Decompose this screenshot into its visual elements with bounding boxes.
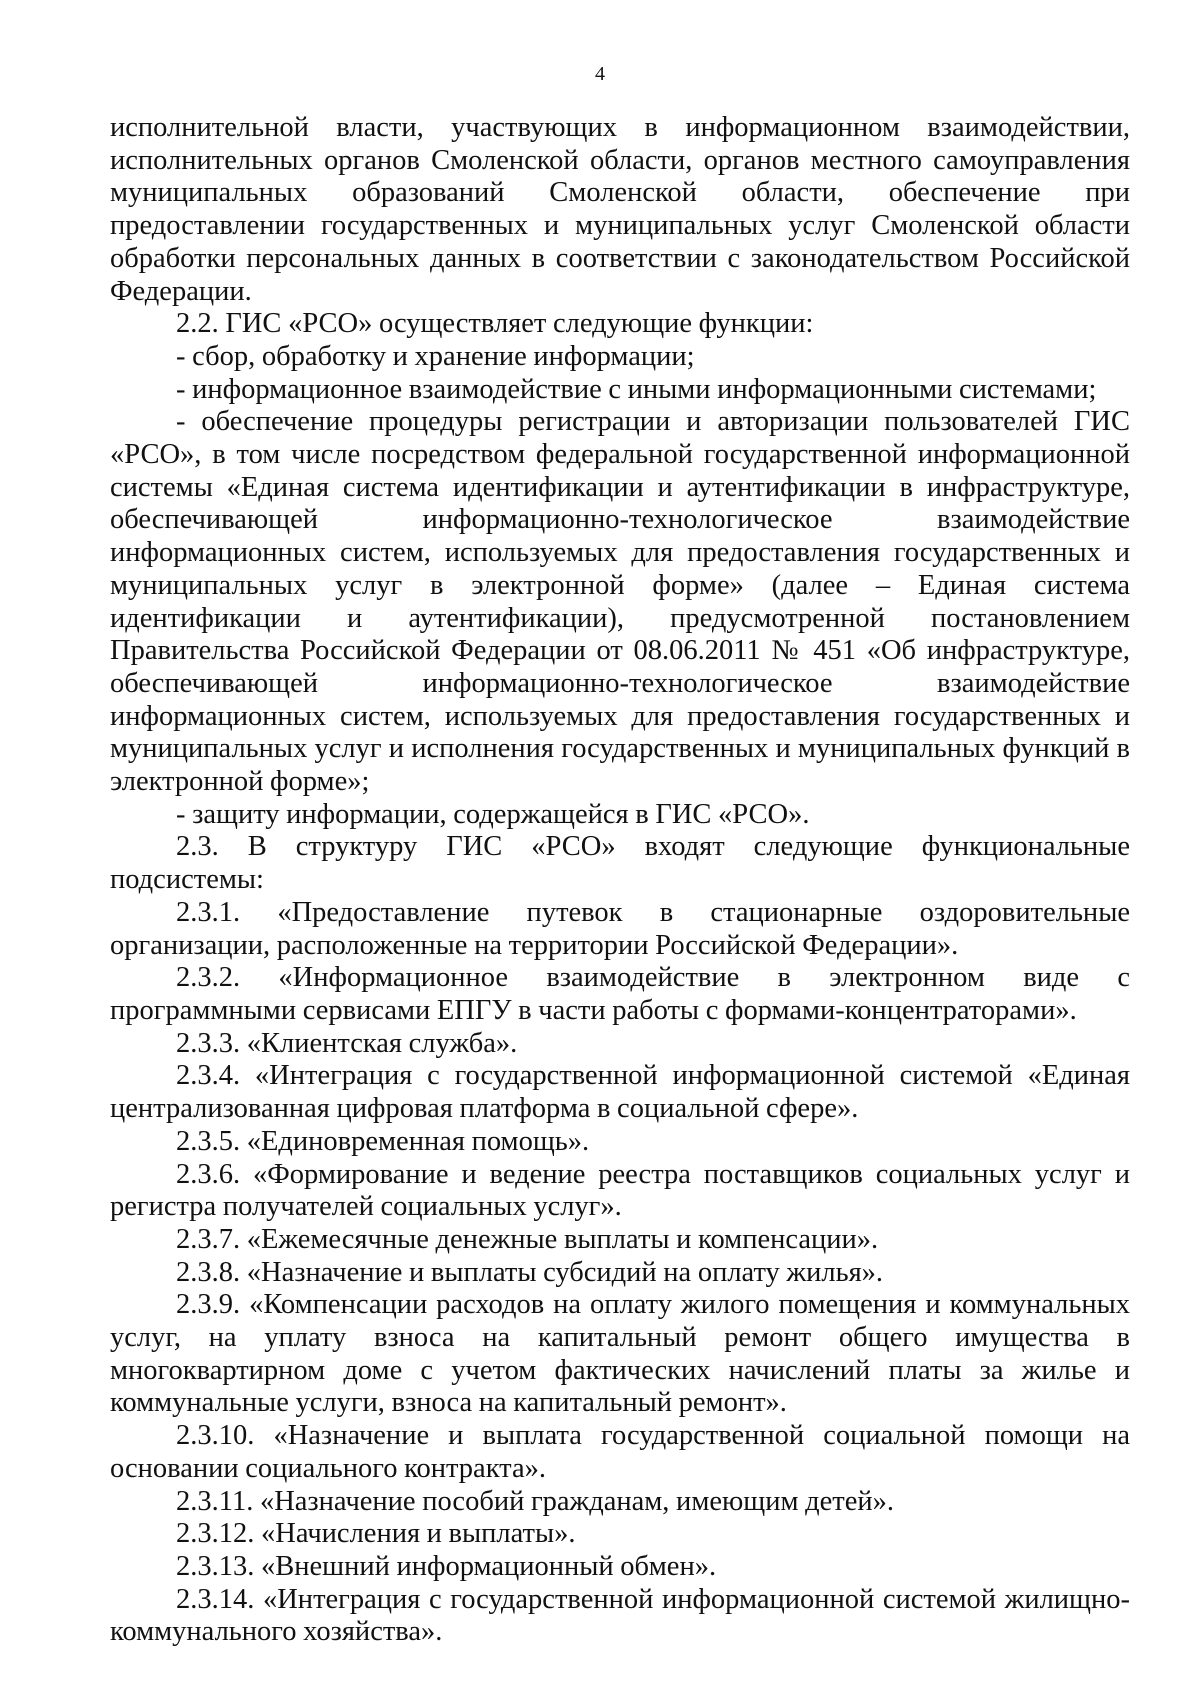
paragraph-2-3-6: 2.3.6. «Формирование и ведение реестра поставщиков социальных услуг и регистра получателей социальных услуг».	[110, 1158, 1130, 1223]
list-item-registration: - обеспечение процедуры регистрации и авторизации пользователей ГИС «РСО», в том числе посредством федеральной государственной информационной системы «Единая система идентификации и аутентификации в инфраструктуре, обеспечивающей информационно-технологическое взаимодействие информационных систем, используемых для предоставления государственных и муниципальных услуг в электронной форме» (далее – Единая система идентификации и аутентификации), предусмотренной постановлением Правительства Российской Федерации от 08.06.2011 № 451 «Об инфраструктуре, обеспечивающей информационно-технологическое взаимодействие информационных систем, используемых для предоставления государственных и муниципальных услуг и исполнения государственных и муниципальных функций в электронной форме»;	[110, 406, 1130, 798]
list-item-collection: - сбор, обработку и хранение информации;	[176, 340, 695, 372]
paragraph-2-3-11: 2.3.11. «Назначение пособий гражданам, имеющим детей».	[176, 1485, 895, 1517]
paragraph-2-3-5: 2.3.5. «Единовременная помощь».	[176, 1125, 590, 1157]
paragraph-2-3-4: 2.3.4. «Интеграция с государственной информационной системой «Единая централизованная цифровая платформа в социальной сфере».	[110, 1060, 1130, 1125]
document-body	[110, 112, 1130, 1649]
paragraph-2-3-12: 2.3.12. «Начисления и выплаты».	[176, 1518, 576, 1550]
paragraph-2-3-10: 2.3.10. «Назначение и выплата государственной социальной помощи на основании социального контракта».	[110, 1420, 1130, 1484]
paragraph-2-3-14: 2.3.14. «Интеграция с государственной информационной системой жилищно-коммунального хозяйства».	[110, 1583, 1130, 1648]
page-number: 4	[595, 63, 605, 85]
paragraph-2-3-3: 2.3.3. «Клиентская служба».	[176, 1027, 518, 1059]
paragraph-2-3-1: 2.3.1. «Предоставление путевок в стационарные оздоровительные организации, расположенные на территории Российской Федерации».	[110, 896, 1130, 961]
paragraph-2-3: 2.3. В структуру ГИС «РСО» входят следующие функциональные подсистемы:	[110, 831, 1130, 896]
paragraph-2-3-13: 2.3.13. «Внешний информационный обмен».	[176, 1550, 717, 1582]
paragraph-continuation: исполнительной власти, участвующих в информационном взаимодействии, исполнительных органов Смоленской области, органов местного самоуправления муниципальных образований Смоленской области, обеспечение при предоставлении государственных и муниципальных услуг Смоленской области обработки персональных данных в соответствии с законодательством Российской Федерации.	[110, 112, 1130, 307]
paragraph-2-3-7: 2.3.7. «Ежемесячные денежные выплаты и компенсации».	[176, 1223, 879, 1255]
paragraph-2-3-2: 2.3.2. «Информационное взаимодействие в электронном виде с программными сервисами ЕПГУ в части работы с формами-концентраторами».	[110, 962, 1130, 1026]
list-item-protection: - защиту информации, содержащейся в ГИС «РСО».	[176, 798, 810, 830]
paragraph-2-3-9: 2.3.9. «Компенсации расходов на оплату жилого помещения и коммунальных услуг, на уплату взноса на капитальный ремонт общего имущества в многоквартирном доме с учетом фактических начислений платы за жилье и коммунальные услуги, взноса на капитальный ремонт».	[110, 1289, 1130, 1419]
paragraph-2-3-8: 2.3.8. «Назначение и выплаты субсидий на оплату жилья».	[176, 1256, 884, 1288]
list-item-interaction: - информационное взаимодействие с иными информационными системами;	[176, 373, 1097, 405]
paragraph-2-2: 2.2. ГИС «РСО» осуществляет следующие функции:	[176, 308, 814, 340]
